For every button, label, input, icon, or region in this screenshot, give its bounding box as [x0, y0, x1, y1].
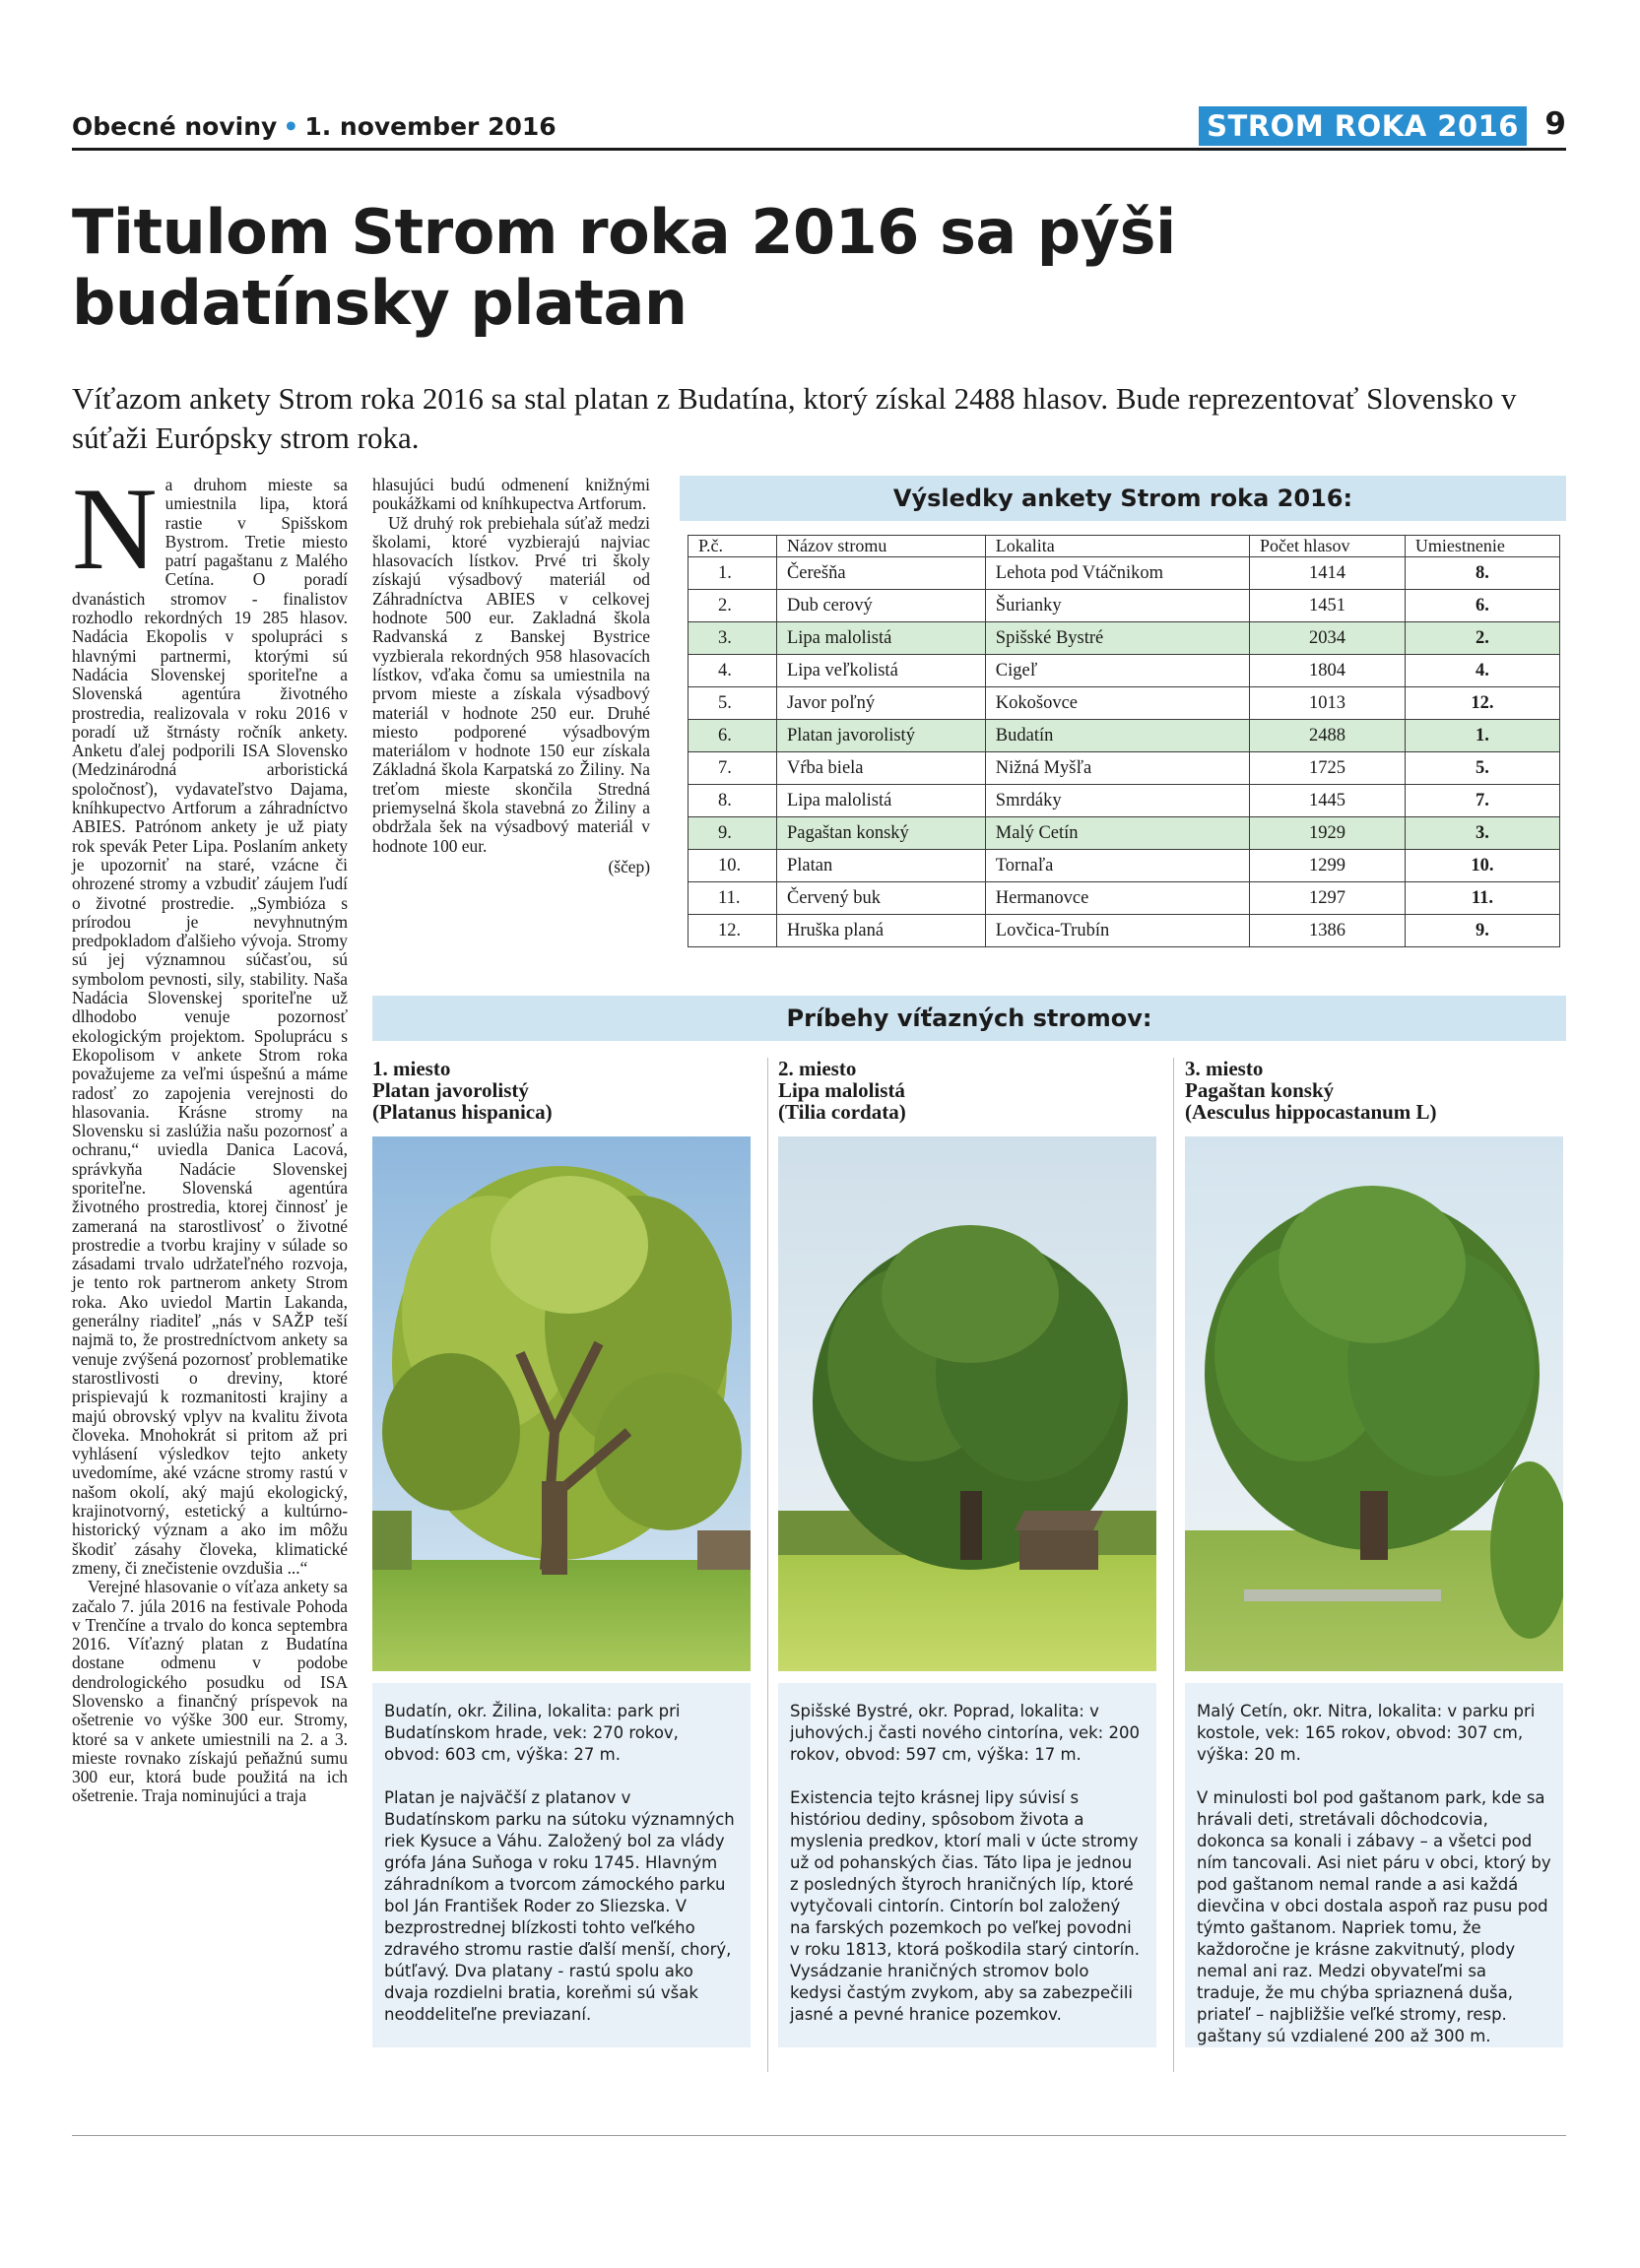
column-header: Umiestnenie [1405, 536, 1559, 557]
cell-rank: 5. [1405, 752, 1559, 785]
story-facts: Spišské Bystré, okr. Poprad, lokalita: v juhových.j časti nového cintorína, vek: 200 rokov, obvod: 597 cm, výška: 17 m. [790, 1702, 1140, 1764]
table-row [689, 687, 1560, 720]
cell-votes: 1445 [1250, 785, 1406, 817]
table-row [689, 622, 1560, 655]
cell-votes: 1414 [1250, 557, 1406, 590]
publication-date: 1. november 2016 [304, 112, 557, 141]
story-caption [1185, 1683, 1563, 2047]
cell-votes: 1725 [1250, 752, 1406, 785]
article-paragraph [72, 463, 348, 1578]
cell-tree-name: Lipa malolistá [776, 785, 985, 817]
table-row [689, 655, 1560, 687]
table-row [689, 590, 1560, 622]
table-header-row [689, 536, 1560, 557]
cell-locality: Šurianky [985, 590, 1249, 622]
cell-rank: 7. [1405, 785, 1559, 817]
cell-rank: 6. [1405, 590, 1559, 622]
article-text: a druhom mieste sa umiestnila lipa, ktorá rastie v Spišskom Bystrom. Tretie miesto patrí pagaštanu z Malého Cetína. O poradí dvanástich stromov - finalistov rozhodlo rekordných 19 285 hlasov. Nadácia Ekopolis v spolupráci s hlavnými partnermi, ktorými sú Nadácia Slovenskej sporiteľne a Slovenská agentúra životného prostredia, realizovala v roku 2016 v poradí už štrnásty ročník ankety. Anketu ďalej podporili ISA Slovensko (Medzinárodná arboristická spoločnosť), vydavateľstvo Dajama, kníhkupectvo Artforum a záhradníctvo ABIES. Patrónom ankety je už piaty rok spevák Peter Lipa. Poslaním ankety je upozorniť na staré, vzácne či ohrozené stromy a vzbudiť záujem ľudí o životné prostredie. „Symbióza s prírodou je nevyhnutným predpokladom ďalšieho vývoja. Stromy sú jej významnou súčasťou, sú symbolom pevnosti, sily, stability. Naša Nadácia Slovenskej sporiteľne už dlhodobo venuje pozornosť ekologickým projektom. Spoluprácu s Ekopolisom v ankete Strom roka považujeme za veľmi úspešnú a máme radosť zo zapojenia verejnosti do hlasovania. Krásne stromy na Slovensku si zaslúžia našu pozornosť a ochranu,“ uviedla Danica Lacová, správkyňa Nadácie Slovenskej sporiteľne. Slovenská agentúra životného prostredia, ktorej činnosť je zameraná na starostlivosť o životné prostredie a tvorbu krajiny v súlade so zásadami trvalo udržateľného rozvoja, je tento rok partnerom ankety Strom roka. Ako uviedol Martin Lakanda, generálny riaditeľ „nás v SAŽP teší najmä to, že prostredníctvom ankety sa venuje zvýšená pozornosť problematike starostlivosti o dreviny, ktoré prispievajú k rozmanitosti krajiny a majú obrovský vplyv na kvalitu života človeka. Mnohokrát si pritom až pri vyhlásení výsledkov tejto ankety uvedomíme, aké vzácne stromy rastú v našom okolí, aký majú ekologický, krajinotvorný, estetický a kultúrno-historický význam a ako im môžu škodiť zásahy človeka, klimatické zmeny, či znečistenie ovzdušia ...“ [72, 475, 348, 1578]
cell-tree-name: Pagaštan konský [776, 817, 985, 850]
cell-number: 7. [689, 752, 777, 785]
table-row [689, 752, 1560, 785]
headline: Titulom Strom roka 2016 sa pýši budatínsky platan [72, 196, 1176, 339]
cell-votes: 2488 [1250, 720, 1406, 752]
author-signature: (ščep) [608, 856, 650, 876]
cell-locality: Lehota pod Vtáčnikom [985, 557, 1249, 590]
cell-locality: Smrdáky [985, 785, 1249, 817]
story-place-label: 1. miesto [372, 1057, 451, 1080]
tree-photo-pagastan [1185, 1136, 1563, 1671]
story-tree-name: Platan javorolistý [372, 1078, 529, 1102]
cell-rank: 10. [1405, 850, 1559, 882]
cell-tree-name: Čerešňa [776, 557, 985, 590]
cell-rank: 4. [1405, 655, 1559, 687]
cell-tree-name: Hruška planá [776, 915, 985, 947]
story-caption [778, 1683, 1156, 2047]
cell-rank: 2. [1405, 622, 1559, 655]
story-latin-name: (Platanus hispanica) [372, 1100, 553, 1124]
bullet-separator: • [283, 112, 299, 141]
cell-votes: 1451 [1250, 590, 1406, 622]
story-facts: Malý Cetín, okr. Nitra, lokalita: v parku pri kostole, vek: 165 rokov, obvod: 307 cm, výška: 20 m. [1197, 1702, 1536, 1764]
cell-number: 1. [689, 557, 777, 590]
publication-name: Obecné noviny [72, 112, 278, 141]
section-tag: STROM ROKA 2016 [1199, 106, 1527, 146]
publication-info [72, 112, 557, 141]
cell-locality: Tornaľa [985, 850, 1249, 882]
table-row [689, 720, 1560, 752]
article-column-2 [372, 476, 650, 876]
cell-votes: 1804 [1250, 655, 1406, 687]
story-caption [372, 1683, 751, 2047]
cell-locality: Lovčica-Trubín [985, 915, 1249, 947]
cell-rank: 9. [1405, 915, 1559, 947]
table-row [689, 882, 1560, 915]
cell-tree-name: Platan javorolistý [776, 720, 985, 752]
cell-locality: Spišské Bystré [985, 622, 1249, 655]
story-second-place [778, 1058, 1156, 2047]
tree-photo-platan [372, 1136, 751, 1671]
cell-locality: Budatín [985, 720, 1249, 752]
table-row [689, 915, 1560, 947]
drop-cap: N [72, 463, 158, 594]
tree-photo-lipa [778, 1136, 1156, 1671]
article-column-1 [72, 463, 348, 1806]
page-number: 9 [1544, 106, 1566, 142]
results-title: Výsledky ankety Strom roka 2016: [680, 476, 1566, 521]
story-first-place [372, 1058, 751, 2047]
results-body [689, 557, 1560, 947]
story-third-place [1185, 1058, 1563, 2047]
column-divider [767, 1058, 768, 2072]
cell-votes: 1013 [1250, 687, 1406, 720]
table-row [689, 850, 1560, 882]
cell-tree-name: Platan [776, 850, 985, 882]
story-place-label: 2. miesto [778, 1057, 857, 1080]
column-divider [1173, 1058, 1174, 2072]
results-table [688, 535, 1560, 947]
story-latin-name: (Tilia cordata) [778, 1100, 906, 1124]
article-paragraph: hlasujúci budú odmenení knižnými poukážkami od kníhkupectva Artforum. [372, 475, 650, 514]
stories-title: Príbehy víťazných stromov: [372, 996, 1566, 1041]
cell-locality: Nižná Myšľa [985, 752, 1249, 785]
cell-number: 9. [689, 817, 777, 850]
cell-tree-name: Vŕba biela [776, 752, 985, 785]
cell-votes: 1299 [1250, 850, 1406, 882]
results-panel [680, 476, 1566, 963]
cell-number: 2. [689, 590, 777, 622]
cell-number: 3. [689, 622, 777, 655]
footer-rule [72, 2135, 1566, 2136]
cell-tree-name: Lipa malolistá [776, 622, 985, 655]
cell-locality: Malý Cetín [985, 817, 1249, 850]
story-text: Platan je najväčší z platanov v Budatínskom parku na sútoku významných riek Kysuce a Váhu. Založený bol za vlády grófa Jána Suňoga v roku 1745. Hlavným záhradníkom a tvorcom zámockého parku bol Ján František Roder zo Sliezska. V bezprostrednej blízkosti tohto veľkého zdravého stromu rastie ďalší menší, chorý, bútľavý. Dva platany - rastú spolu ako dvaja rozdielni bratia, koreňmi sú však neoddeliteľne previazaní. [384, 1788, 735, 2024]
cell-number: 11. [689, 882, 777, 915]
table-row [689, 557, 1560, 590]
cell-tree-name: Dub cerový [776, 590, 985, 622]
story-place-label: 3. miesto [1185, 1057, 1264, 1080]
cell-number: 4. [689, 655, 777, 687]
story-text: V minulosti bol pod gaštanom park, kde sa hrávali deti, stretávali dôchodcovia, dokonca sa konali i zábavy – a všetci pod ním tancovali. Asi niet páru v obci, ktorý by pod gaštanom nemal rande a asi každá dievčina v obci dostala aspoň raz pusu pod týmto gaštanom. Napriek tomu, že každoročne je krásne zakvitnutý, plody nemal ani raz. Medzi obyvateľmi sa traduje, že mu chýba spriaznená duša, priateľ – najbližšie veľké stromy, resp. gaštany sú vzdialené 200 až 300 m. [1197, 1788, 1551, 2045]
cell-number: 12. [689, 915, 777, 947]
cell-locality: Kokošovce [985, 687, 1249, 720]
story-tree-name: Pagaštan konský [1185, 1078, 1335, 1102]
cell-locality: Cigeľ [985, 655, 1249, 687]
cell-number: 8. [689, 785, 777, 817]
cell-votes: 1386 [1250, 915, 1406, 947]
cell-tree-name: Javor poľný [776, 687, 985, 720]
story-latin-name: (Aesculus hippocastanum L) [1185, 1100, 1437, 1124]
header-rule [72, 148, 1566, 151]
cell-rank: 12. [1405, 687, 1559, 720]
cell-rank: 1. [1405, 720, 1559, 752]
article-paragraph: Už druhý rok prebiehala súťaž medzi školami, ktoré vyzbierajú najviac hlasovacích lístkov. Prvé tri školy získajú výsadbový materiál od Záhradníctva ABIES v celkovej hodnote 500 eur. Zakladná škola Radvanská z Banskej Bystrice vyzbierala rekordných 958 hlasovacích lístkov, vďaka čomu sa umiestnila na prvom mieste a získala výsadbový materiál v hodnote 250 eur. Druhé miesto podporené výsadbovým materiálom v hodnote 150 eur získala Základná škola Karpatská zo Žiliny. Na treťom mieste skončila Stredná priemyselná škola stavebná zo Žiliny a obdržala šek na výsadbový materiál v hodnote 100 eur. [372, 512, 650, 856]
story-facts: Budatín, okr. Žilina, lokalita: park pri Budatínskom hrade, vek: 270 rokov, obvod: 603 cm, výška: 27 m. [384, 1702, 681, 1764]
cell-locality: Hermanovce [985, 882, 1249, 915]
cell-votes: 2034 [1250, 622, 1406, 655]
cell-tree-name: Lipa veľkolistá [776, 655, 985, 687]
lead-paragraph: Víťazom ankety Strom roka 2016 sa stal platan z Budatína, ktorý získal 2488 hlasov. Bude reprezentovať Slovensko v súťaži Európsky strom roka. [72, 381, 1517, 455]
column-header: Počet hlasov [1250, 536, 1406, 557]
cell-number: 5. [689, 687, 777, 720]
cell-rank: 11. [1405, 882, 1559, 915]
cell-tree-name: Červený buk [776, 882, 985, 915]
column-header: P.č. [689, 536, 777, 557]
cell-rank: 3. [1405, 817, 1559, 850]
cell-votes: 1297 [1250, 882, 1406, 915]
cell-rank: 8. [1405, 557, 1559, 590]
cell-number: 10. [689, 850, 777, 882]
page-header [72, 106, 1566, 150]
article-paragraph: Verejné hlasovanie o víťaza ankety sa začalo 7. júla 2016 na festivale Pohoda v Trenčíne a trvalo do konca septembra 2016. Víťazný platan z Budatína dostane odmenu v podobe dendrologického posudku od ISA Slovensko a finančný príspevok na ošetrenie vo výške 300 eur. Stromy, ktoré sa v ankete umiestnili na 2. a 3. mieste rovnako získajú peňažnú sumu 300 eur, ktorá bude použitá na ich ošetrenie. Traja nominujúci a traja [72, 1577, 348, 1806]
story-text: Existencia tejto krásnej lipy súvisí s históriou dediny, spôsobom života a myslenia predkov, ktorí mali v úcte stromy už od pohanských čias. Táto lipa je jednou z posledných štyroch hraničných líp, ktoré vytyčovali cintorín. Cintorín bol založený na farských pozemkoch po veľkej povodni v roku 1813, ktorá poškodila starý cintorín. Vysádzanie hraničných stromov bolo kedysi častým zvykom, aby sa zabezpečili jasné a pevné hranice pozemkov. [790, 1788, 1140, 2024]
cell-number: 6. [689, 720, 777, 752]
table-row [689, 817, 1560, 850]
cell-votes: 1929 [1250, 817, 1406, 850]
column-header: Lokalita [985, 536, 1249, 557]
story-tree-name: Lipa malolistá [778, 1078, 905, 1102]
table-row [689, 785, 1560, 817]
column-header: Názov stromu [776, 536, 985, 557]
